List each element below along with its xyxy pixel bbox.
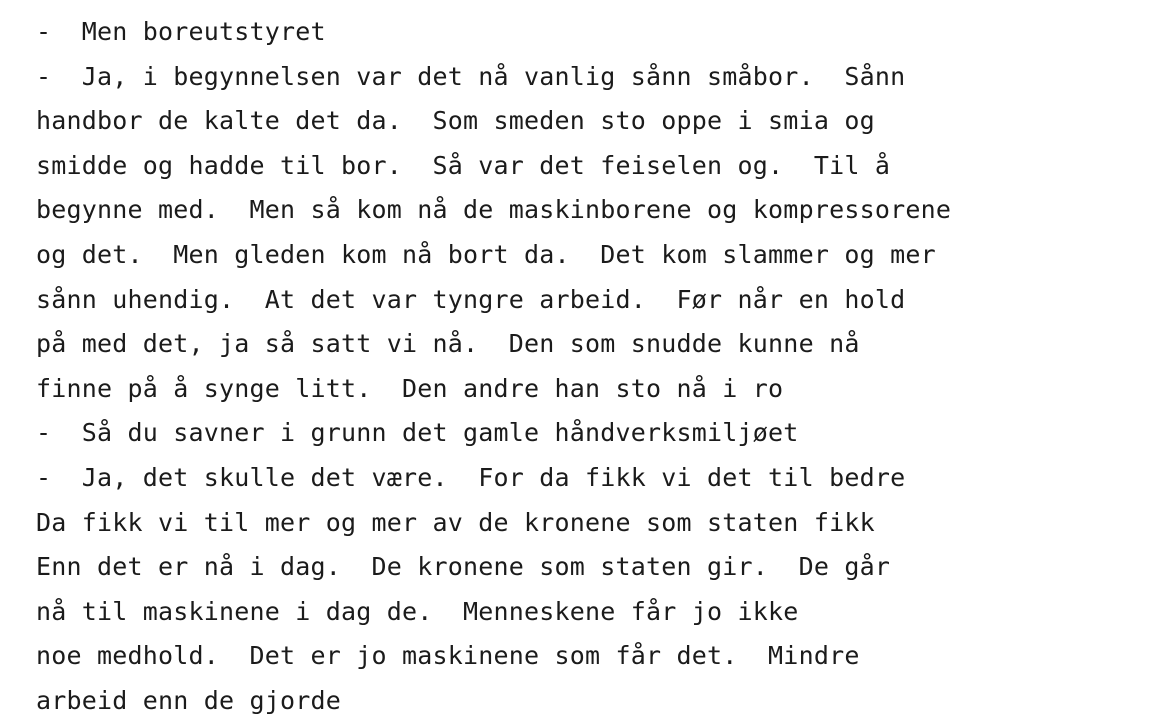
transcript-line: arbeid enn de gjorde [36,685,342,715]
transcript-line: og det. Men gleden kom nå bort da. Det kom slammer og mer [36,239,936,269]
transcript-line: finne på å synge litt. Den andre han sto nå i ro [36,373,784,403]
transcript-line: på med det, ja så satt vi nå. Den som snudde kunne nå [36,329,860,359]
transcript-line: sånn uhendig. At det var tyngre arbeid. Før når en hold [36,284,906,314]
transcript-line: noe medhold. Det er jo maskinene som får det. Mindre [36,641,860,671]
transcript-line: - Ja, det skulle det være. For da fikk vi det til bedre [36,462,906,492]
transcript-line: - Så du savner i grunn det gamle håndverksmiljøet [36,418,799,448]
transcript-line: begynne med. Men så kom nå de maskinborene og kompressorene [36,195,952,225]
transcript-line: Da fikk vi til mer og mer av de kronene som staten fikk [36,507,875,537]
transcript-line: - Ja, i begynnelsen var det nå vanlig sånn småbor. Sånn [36,61,906,91]
transcript-line: - Men boreutstyret [36,17,326,46]
transcript-text [36,10,1146,724]
transcript-line: smidde og hadde til bor. Så var det feiselen og. Til å [36,150,891,180]
transcript-line: nå til maskinene i dag de. Menneskene får jo ikke [36,596,799,626]
transcript-line: Enn det er nå i dag. De kronene som staten gir. De går [36,552,891,582]
transcript-line: handbor de kalte det da. Som smeden sto oppe i smia og [36,106,875,136]
